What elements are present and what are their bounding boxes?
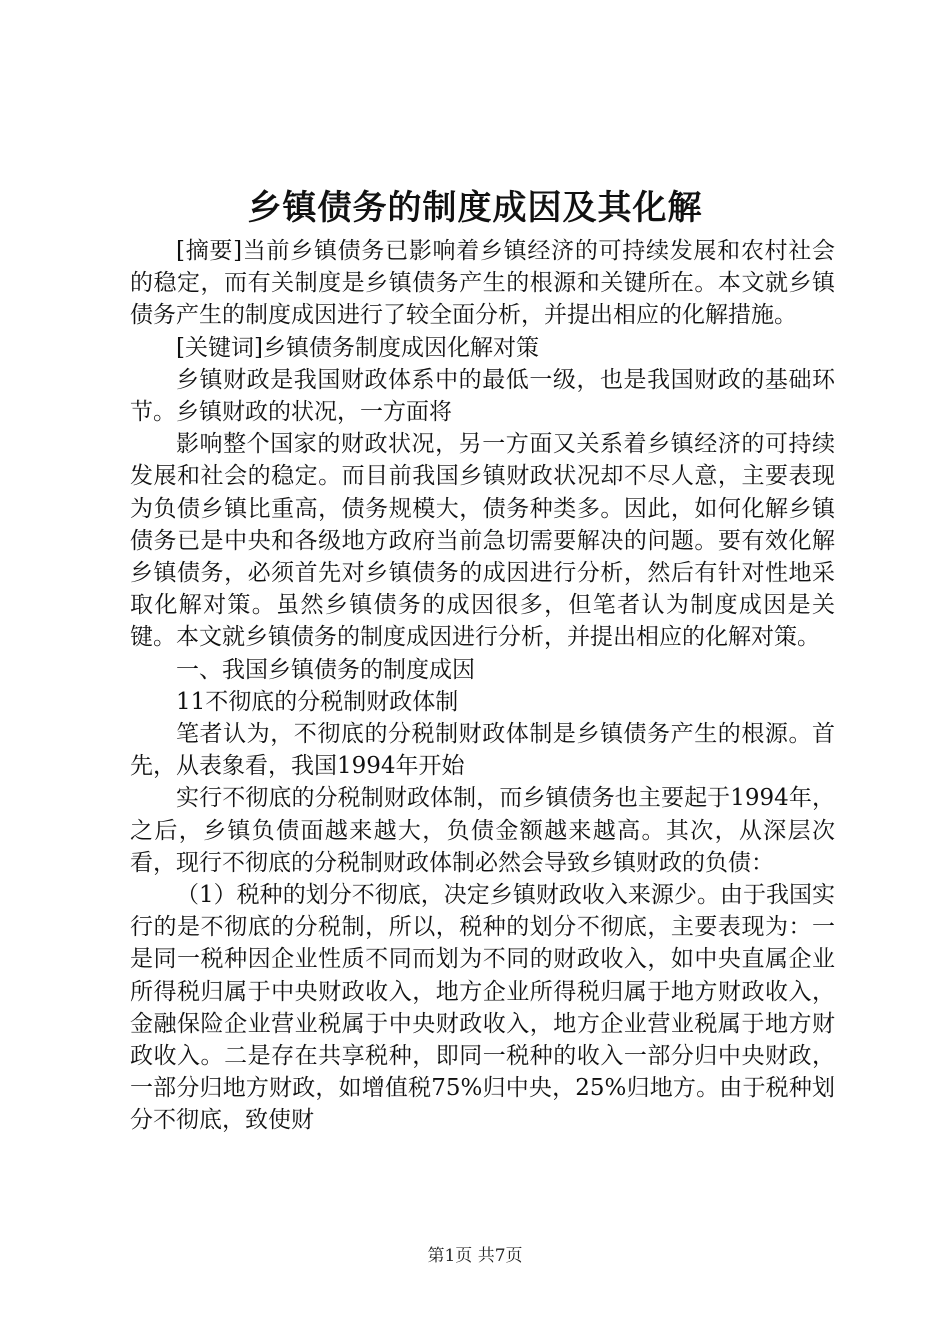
document-body <box>130 235 835 1137</box>
body-paragraph: （1）税种的划分不彻底，决定乡镇财政收入来源少。由于我国实行的是不彻底的分税制，所以，税种的划分不彻底，主要表现为：一是同一税种因企业性质不同而划为不同的财政收入，如中央直属企业所得税归属于中央财政收入，地方企业所得税归属于地方财政收入，金融保险企业营业税属于中央财政收入，地方企业营业税属于地方财政收入。二是存在共享税种，即同一税种的收入一部分归中央财政，一部分归地方财政，如增值税75%归中央，25%归地方。由于税种划分不彻底，致使财 <box>130 882 835 1134</box>
body-paragraph: 乡镇财政是我国财政体系中的最低一级，也是我国财政的基础环节。乡镇财政的状况，一方面将 <box>130 366 835 426</box>
body-paragraph: 笔者认为，不彻底的分税制财政体制是乡镇债务产生的根源。首先，从表象看，我国1994年开始 <box>130 721 835 780</box>
abstract-paragraph: [摘要]当前乡镇债务已影响着乡镇经济的可持续发展和农村社会的稳定，而有关制度是乡镇债务产生的根源和关键所在。本文就乡镇债务产生的制度成因进行了较全面分析，并提出相应的化解措施。 <box>130 238 835 329</box>
keywords-paragraph: [关键词]乡镇债务制度成因化解对策 <box>176 334 539 361</box>
page-number-footer: 第1页 共7页 <box>427 1246 523 1266</box>
subsection-heading: 11不彻底的分税制财政体制 <box>176 688 459 715</box>
document-title: 乡镇债务的制度成因及其化解 <box>247 188 703 228</box>
body-paragraph: 实行不彻底的分税制财政体制，而乡镇债务也主要起于1994年，之后，乡镇负债面越来越大，负债金额越来越高。其次，从深层次看，现行不彻底的分税制财政体制必然会导致乡镇财政的负债： <box>130 785 835 876</box>
section-heading: 一、我国乡镇债务的制度成因 <box>176 656 475 683</box>
body-paragraph: 影响整个国家的财政状况，另一方面又关系着乡镇经济的可持续发展和社会的稳定。而目前我国乡镇财政状况却不尽人意，主要表现为负债乡镇比重高，债务规模大，债务种类多。因此，如何化解乡镇债务已是中央和各级地方政府当前急切需要解决的问题。要有效化解乡镇债务，必须首先对乡镇债务的成因进行分析，然后有针对性地采取化解对策。虽然乡镇债务的成因很多，但笔者认为制度成因是关键。本文就乡镇债务的制度成因进行分析，并提出相应的化解对策。 <box>130 431 835 651</box>
